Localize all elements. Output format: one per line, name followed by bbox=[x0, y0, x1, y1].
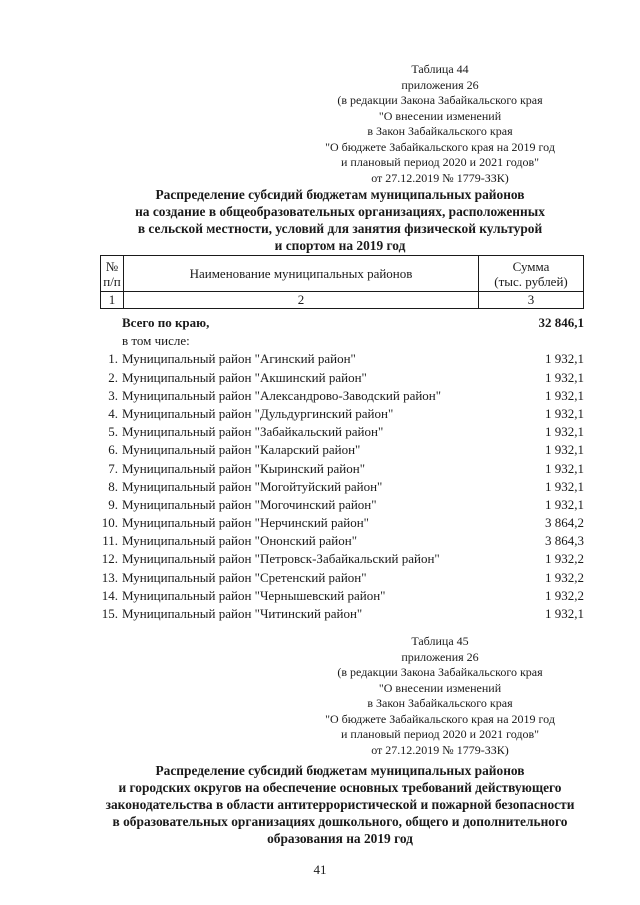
row-number: 10. bbox=[101, 515, 118, 531]
header-line: "О внесении изменений bbox=[378, 680, 502, 695]
title-line: в сельской местности, условий для занятия физической культурой bbox=[137, 221, 543, 236]
row-number: 14. bbox=[101, 587, 118, 603]
title-line: Распределение субсидий бюджетам муниципальных районов bbox=[155, 187, 525, 202]
col3-line2: (тыс. рублей) bbox=[494, 273, 568, 289]
district-name: Муниципальный район "Петровск-Забайкальский район" bbox=[122, 551, 440, 567]
amount-value: 3 864,3 bbox=[545, 533, 584, 549]
header-line: в Закон Забайкальского края bbox=[367, 696, 513, 710]
header-line: приложения 26 bbox=[401, 649, 479, 664]
amount-value: 1 932,1 bbox=[545, 478, 584, 494]
col1-line1: № bbox=[105, 258, 119, 274]
page-number: 41 bbox=[313, 862, 327, 877]
amount-value: 1 932,1 bbox=[545, 424, 584, 440]
district-name: Муниципальный район "Александрово-Заводский район" bbox=[122, 387, 442, 403]
row-number: 7. bbox=[108, 460, 118, 476]
district-name: Муниципальный район "Ононский район" bbox=[122, 533, 358, 549]
title-line: в образовательных организациях дошкольного, общего и дополнительного bbox=[112, 814, 568, 829]
row-number: 11. bbox=[102, 533, 118, 549]
table-row bbox=[100, 532, 586, 550]
total-label: Всего по краю, bbox=[122, 315, 210, 330]
amount-value: 1 932,1 bbox=[545, 496, 584, 512]
table-row bbox=[100, 569, 586, 587]
header-line: от 27.12.2019 № 1779-ЗЗК) bbox=[371, 170, 509, 185]
title-line: и городских округов на обеспечение основных требований действующего bbox=[118, 780, 562, 795]
district-name: Муниципальный район "Кыринский район" bbox=[122, 460, 366, 476]
district-name: Муниципальный район "Читинский район" bbox=[122, 606, 363, 621]
total-row bbox=[100, 314, 586, 332]
title-line: на создание в общеобразовательных организациях, расположенных bbox=[135, 204, 545, 219]
district-name: Муниципальный район "Забайкальский район" bbox=[122, 424, 384, 440]
district-name: Муниципальный район "Каларский район" bbox=[122, 442, 361, 458]
header-line: (в редакции Закона Забайкальского края bbox=[337, 665, 543, 679]
amount-value: 3 864,2 bbox=[545, 515, 584, 531]
amount-value: 1 932,1 bbox=[545, 369, 584, 385]
table44-title bbox=[60, 186, 620, 254]
amount-value: 1 932,1 bbox=[545, 606, 584, 621]
row-number: 13. bbox=[101, 569, 118, 585]
header-line: "О бюджете Забайкальского края на 2019 год bbox=[325, 139, 555, 154]
column-number-2: 2 bbox=[124, 292, 479, 309]
district-name: Муниципальный район "Чернышевский район" bbox=[122, 587, 386, 603]
table-row bbox=[100, 550, 586, 568]
table-row bbox=[100, 423, 586, 441]
row-number: 9. bbox=[108, 496, 118, 512]
column-header-name: Наименование муниципальных районов bbox=[124, 256, 479, 292]
table-header bbox=[100, 255, 584, 309]
row-number: 5. bbox=[108, 424, 118, 440]
table-row bbox=[100, 350, 586, 368]
header-line: от 27.12.2019 № 1779-ЗЗК) bbox=[371, 742, 509, 757]
table-row bbox=[100, 441, 586, 459]
amount-value: 1 932,1 bbox=[545, 387, 584, 403]
row-number: 12. bbox=[101, 551, 118, 567]
row-number: 6. bbox=[108, 442, 118, 458]
total-value: 32 846,1 bbox=[538, 315, 584, 330]
column-number-1: 1 bbox=[101, 292, 124, 309]
header-line: "О внесении изменений bbox=[378, 108, 502, 123]
amount-value: 1 932,1 bbox=[545, 442, 584, 458]
table-row bbox=[100, 514, 586, 532]
table-row bbox=[100, 478, 586, 496]
column-header-amount bbox=[479, 256, 584, 292]
appendix-header-table44 bbox=[320, 62, 560, 186]
table45-title bbox=[40, 762, 640, 847]
table-row bbox=[100, 460, 586, 478]
header-line: Таблица 44 bbox=[411, 62, 469, 76]
including-row bbox=[100, 332, 586, 350]
row-number: 4. bbox=[108, 405, 118, 421]
row-number: 2. bbox=[108, 369, 118, 385]
district-name: Муниципальный район "Нерчинский район" bbox=[122, 515, 369, 531]
column-number-3: 3 bbox=[479, 292, 584, 309]
table-row bbox=[100, 496, 586, 514]
amount-value: 1 932,2 bbox=[545, 551, 584, 567]
row-number: 8. bbox=[108, 478, 118, 494]
district-rows bbox=[100, 350, 586, 623]
amount-value: 1 932,2 bbox=[545, 587, 584, 603]
table-row bbox=[100, 605, 586, 623]
district-name: Муниципальный район "Сретенский район" bbox=[122, 569, 367, 585]
including-label: в том числе: bbox=[122, 333, 190, 349]
title-line: образования на 2019 год bbox=[267, 831, 413, 846]
table-body bbox=[100, 314, 586, 623]
row-number: 15. bbox=[101, 606, 118, 621]
table-row bbox=[100, 369, 586, 387]
district-name: Муниципальный район "Дульдургинский район" bbox=[122, 405, 394, 421]
header-line: (в редакции Закона Забайкальского края bbox=[337, 93, 543, 107]
header-line: в Закон Забайкальского края bbox=[367, 124, 513, 138]
title-line: Распределение субсидий бюджетам муниципальных районов bbox=[155, 763, 525, 778]
table-row bbox=[100, 387, 586, 405]
district-name: Муниципальный район "Могочинский район" bbox=[122, 496, 377, 512]
district-name: Муниципальный район "Акшинский район" bbox=[122, 369, 367, 385]
header-line: и плановый период 2020 и 2021 годов" bbox=[340, 727, 540, 741]
header-line: "О бюджете Забайкальского края на 2019 год bbox=[325, 711, 555, 726]
col1-line2: п/п bbox=[103, 273, 121, 289]
header-line: приложения 26 bbox=[401, 77, 479, 92]
header-line: Таблица 45 bbox=[411, 634, 469, 648]
amount-value: 1 932,1 bbox=[545, 405, 584, 421]
district-name: Муниципальный район "Агинский район" bbox=[122, 351, 356, 367]
col3-line1: Сумма bbox=[512, 258, 550, 274]
table-row bbox=[100, 405, 586, 423]
appendix-header-table45 bbox=[320, 634, 560, 758]
district-name: Муниципальный район "Могойтуйский район" bbox=[122, 478, 383, 494]
row-number: 1. bbox=[108, 351, 118, 367]
title-line: законодательства в области антитеррористической и пожарной безопасности bbox=[105, 797, 575, 812]
amount-value: 1 932,2 bbox=[545, 569, 584, 585]
title-line: и спортом на 2019 год bbox=[274, 238, 406, 253]
header-line: и плановый период 2020 и 2021 годов" bbox=[340, 155, 540, 169]
row-number: 3. bbox=[108, 387, 118, 403]
amount-value: 1 932,1 bbox=[545, 351, 584, 367]
table-row bbox=[100, 587, 586, 605]
amount-value: 1 932,1 bbox=[545, 460, 584, 476]
column-header-number bbox=[101, 256, 124, 292]
